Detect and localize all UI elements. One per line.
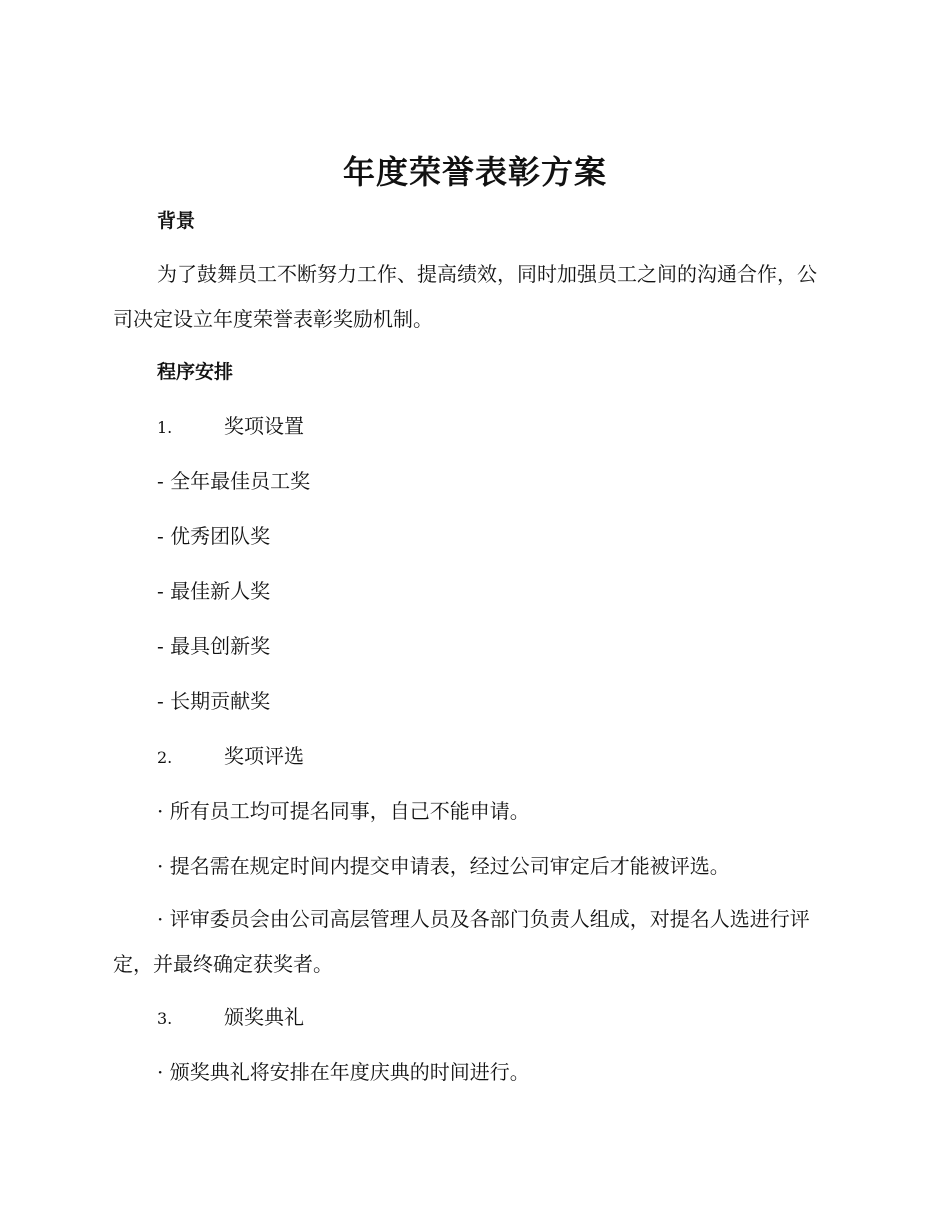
list-item: · 颁奖典礼将安排在年度庆典的时间进行。 [157,1060,530,1084]
item-label: 奖项评选 [224,744,304,768]
list-item: - 优秀团队奖 [157,524,271,548]
item-label: 颁奖典礼 [224,1005,304,1029]
document-title: 年度荣誉表彰方案 [342,153,607,191]
list-item: · 所有员工均可提名同事，自己不能申请。 [157,799,530,823]
list-item: - 长期贡献奖 [157,689,271,713]
background-paragraph: 为了鼓舞员工不断努力工作、提高绩效，同时加强员工之间的沟通合作，公司决定设立年度荣誉表彰奖励机制。 [113,262,817,331]
item-label: 奖项设置 [224,414,304,438]
list-item: - 最佳新人奖 [157,579,271,603]
item-number: 2. [157,748,173,767]
list-item: - 全年最佳员工奖 [157,469,311,493]
item-number: 1. [157,418,173,437]
numbered-item-award-ceremony [157,1002,304,1034]
numbered-item-awards-setup [157,411,304,443]
list-item: - 最具创新奖 [157,634,271,658]
list-item: · 评审委员会由公司高层管理人员及各部门负责人组成，对提名人选进行评定，并最终确定获奖者。 [113,907,810,976]
numbered-item-awards-selection [157,741,304,773]
section-heading-procedure: 程序安排 [157,361,234,383]
list-item: · 提名需在规定时间内提交申请表，经过公司审定后才能被评选。 [157,854,730,878]
item-number: 3. [157,1009,173,1028]
section-heading-background: 背景 [157,210,196,232]
